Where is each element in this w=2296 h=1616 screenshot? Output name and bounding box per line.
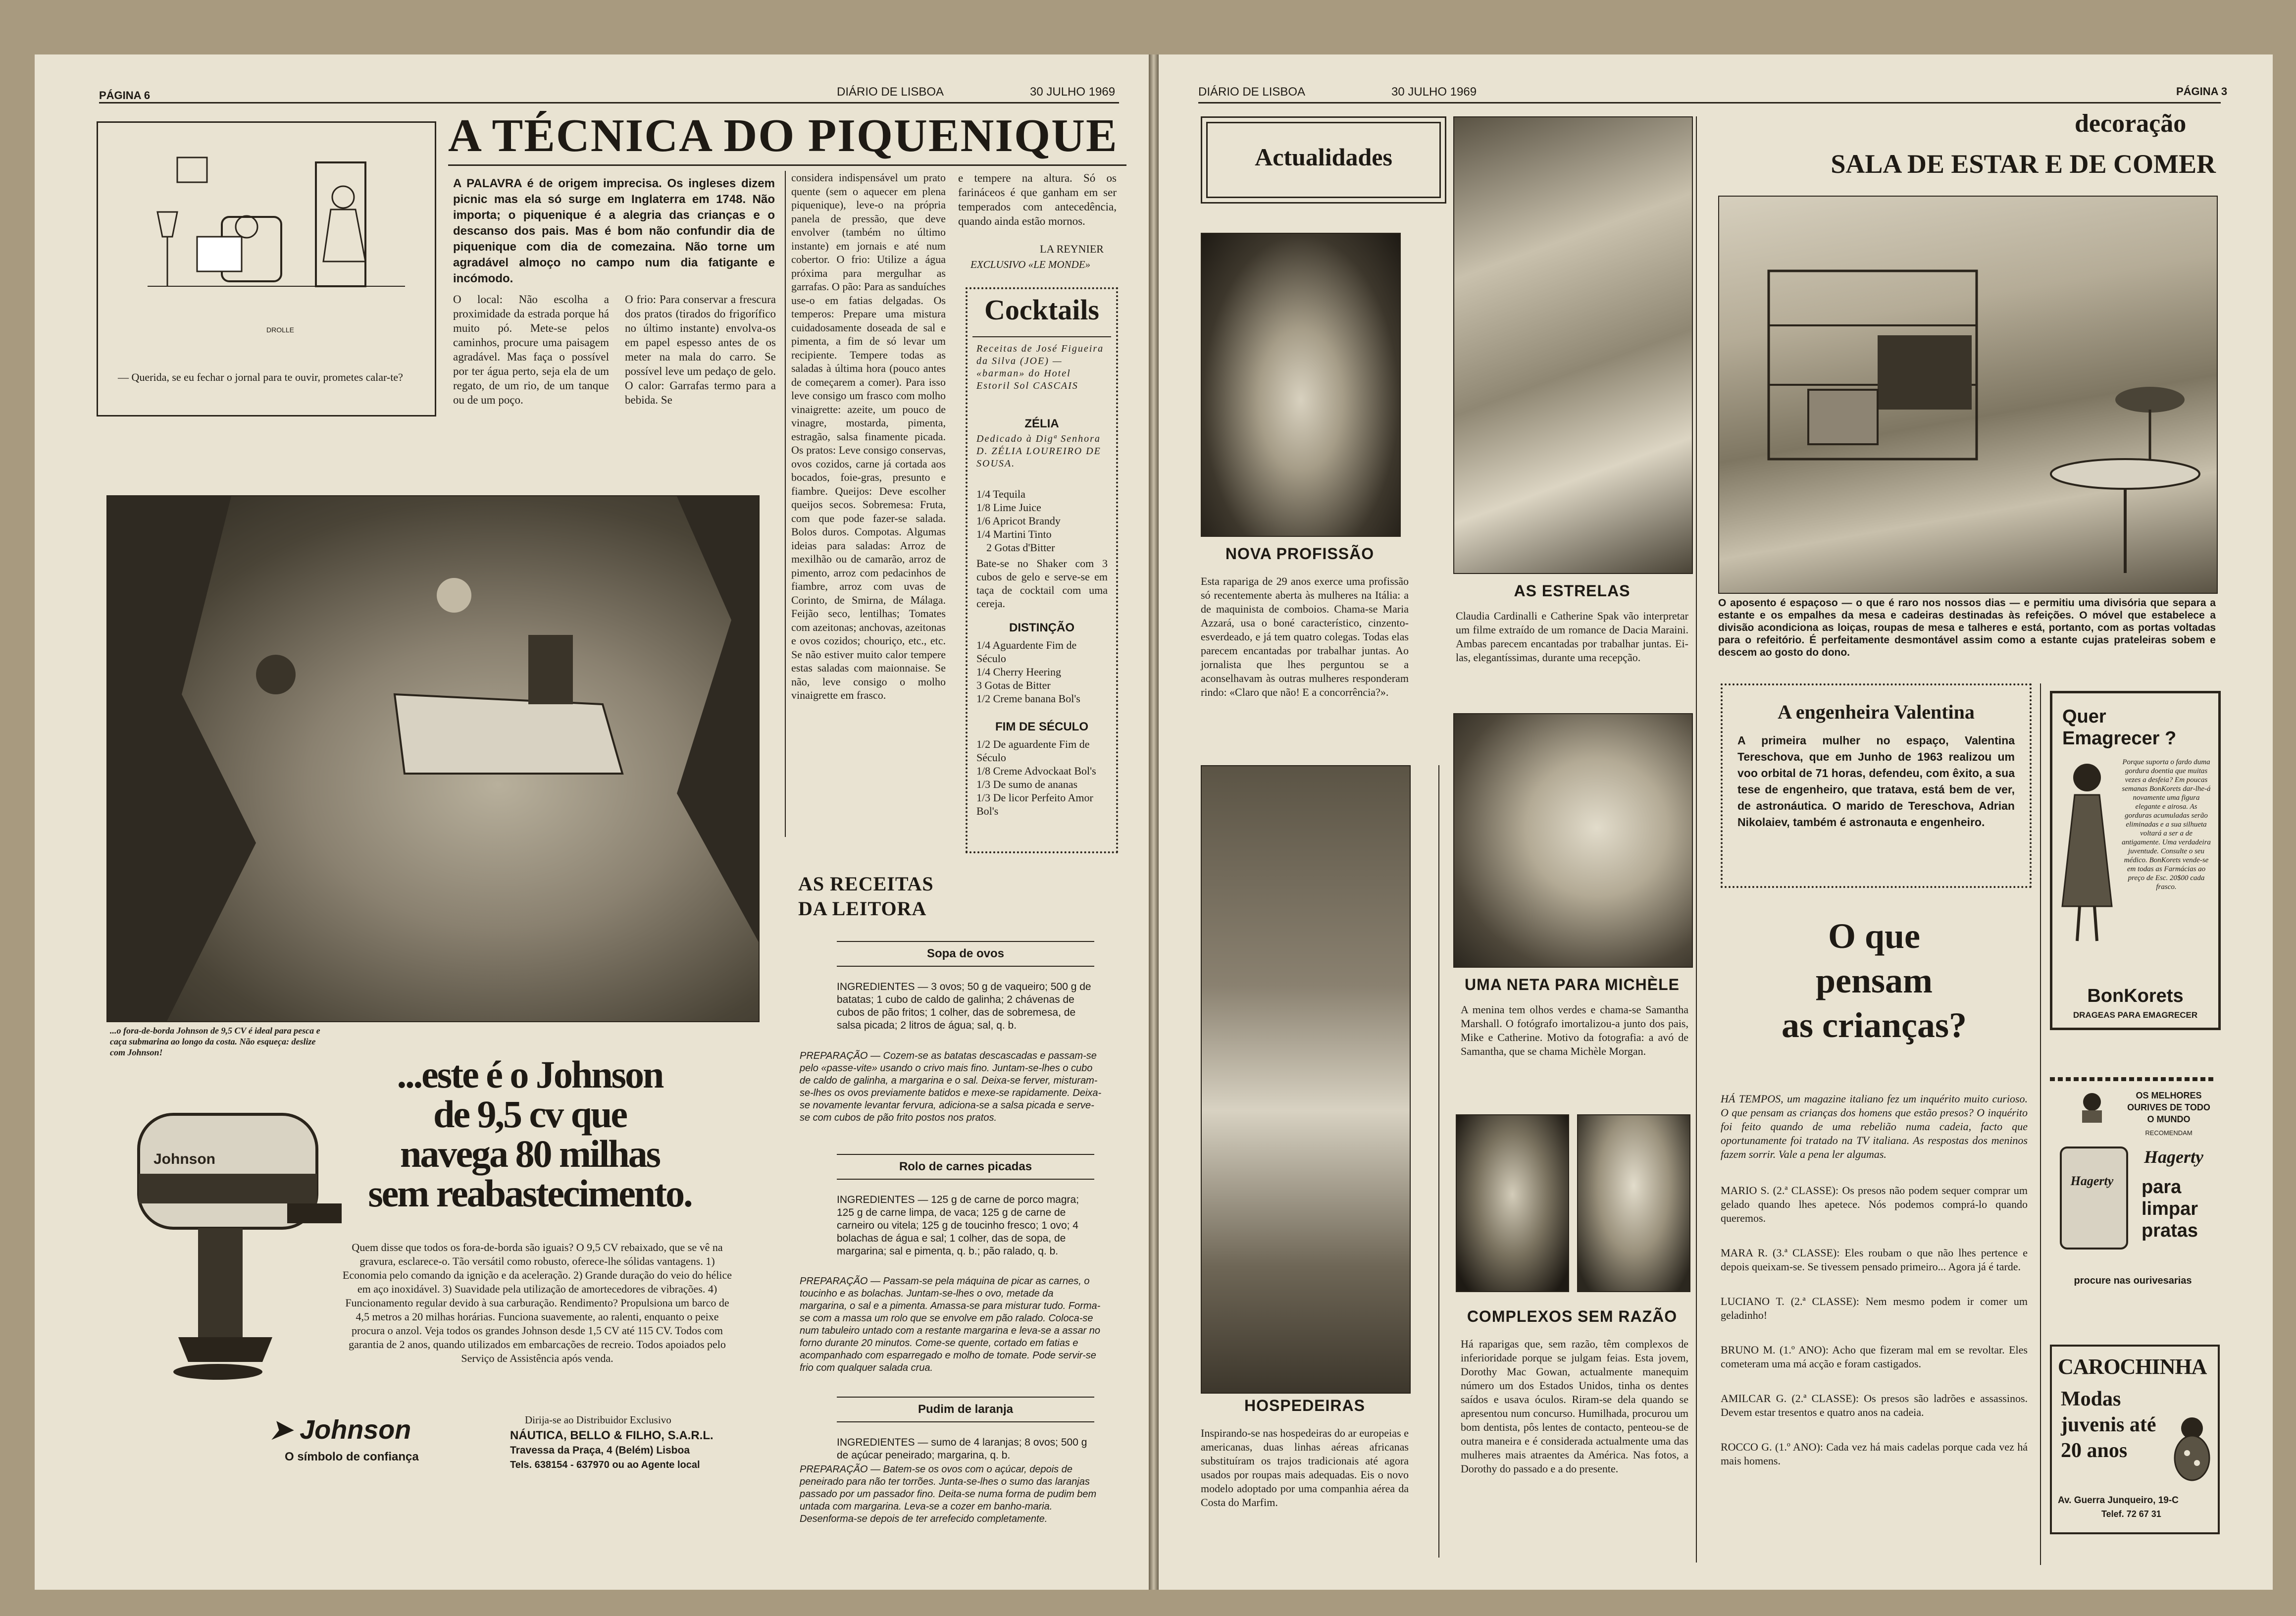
page-gutter (1149, 54, 1159, 1590)
zelia-line: 1/6 Apricot Brandy (976, 515, 1061, 527)
cartoon-drawing (98, 123, 435, 356)
receitas-title (798, 872, 934, 921)
actualidades-title: Actualidades (1255, 143, 1392, 171)
distincao-title: DISTINÇÃO (1009, 621, 1074, 634)
rolo-title: Rolo de carnes picadas (899, 1160, 1032, 1173)
pudim-rule-2 (837, 1421, 1094, 1422)
criancas-answers (1721, 1184, 2028, 1468)
jeweller-figure-illustration (2075, 1090, 2109, 1124)
carochinha-line: Modas (2061, 1388, 2121, 1410)
receitas-title-line: DA LEITORA (798, 897, 927, 920)
nova-profissao-text: Esta rapariga de 29 anos exerce uma profissão só recentemente aberta às mulheres na Itália: a de maquinista de comboios. Chama-se Maria Azzará, usa o boné característico, cinzento-esverdeado, e já tem quatro colegas. Todas elas parecem encantadas por trabalhar juntas. Ao jornalista que lhes perguntou se a aconselhavam às outras mulheres responderam rindo: «Claro que não! E a concorrência?». (1201, 575, 1409, 698)
right-col-divider-3 (2040, 683, 2041, 1565)
hagerty-recomendam: RECOMENDAM (2145, 1129, 2193, 1137)
boat-illustration (107, 496, 759, 1021)
rolo-ingredients: INGREDIENTES — 125 g de carne de porco magra; 125 g de carne limpa, de vaca; 125 g de carne de carneiro ou vitela; 125 g de toucinho fresco; 1 ovo; 4 bolachas de água e sal; 1 colher, das de sopa, de margarina; sal e pimenta, q. b.; pão ralado, q. b. (837, 1194, 1079, 1257)
distincao-line: 1/4 Aguardente Fim de Século (976, 639, 1077, 665)
hagerty-ornament-top (2050, 1077, 2216, 1081)
left-header-rule (99, 102, 1119, 104)
cartoon-signature: DROLLE (266, 326, 295, 334)
criancas-title (1721, 914, 2028, 1047)
johnson-boat-photo (106, 495, 760, 1022)
zelia-recipe (976, 487, 1108, 554)
johnson-body: Quem disse que todos os fora-de-borda são iguais? O 9,5 CV rebaixado, que se vê na gravura, esclarece-o. Tão versátil como robusto, oferece-lhe sólidas vantagens. 1) Economia pelo comando da ignição e da aceleração. 2) Grande duração do veio do hélice em aço inoxidável. 3) Suavidade pela utilização de amortecedores de vibrações. 4) Funcionamento regular devido à sua carburação. Rendimento? Propulsiona um barco de 4,5 metros a 20 milhas horárias. Funciona suavemente, ao ralenti, enquanto o peixe procura o anzol. Veja todos os grandes Johnson desde 1,5 CV até 115 CV. Todos com garantia de 2 anos, quando utilizados em embarcações de recreio. Todos apoiados pelo Serviço de Assistência após venda. (342, 1241, 732, 1364)
carochinha-line: juvenis até (2061, 1413, 2156, 1436)
bonkorets-headline (2062, 706, 2176, 749)
hagerty-footer: procure nas ourivesarias (2074, 1275, 2192, 1286)
sopa-ingredients: INGREDIENTES — 3 ovos; 50 g de vaqueiro; 500 g de batatas; 1 cubo de caldo de galinha; 2 chávenas de cubos de pão fritos; 1 colher, das de sobremesa, de salsa picada; 2 litros de água; sal, q. b. (837, 981, 1091, 1031)
right-col-divider-2 (1696, 116, 1697, 1563)
answer-item: LUCIANO T. (2.ª CLASSE): Nem mesmo podem ir comer um geladinho! (1721, 1295, 2028, 1321)
hagerty-ad (2050, 1077, 2216, 1300)
answer-item: BRUNO M. (1.º ANO): Acho que fizeram mal em se revoltar. Eles cometeram uma má acção e foram castigados. (1721, 1344, 2028, 1370)
headline-rule (448, 164, 1126, 166)
valentina-box (1721, 683, 2032, 888)
carochinha-address: Av. Guerra Junqueiro, 19-C (2058, 1495, 2179, 1506)
hagerty-top-text: OS MELHORES OURIVES DE TODO O MUNDO (2127, 1091, 2210, 1124)
pudim-ingredients: INGREDIENTES — sumo de 4 laranjas; 8 ovos; 500 g de açúcar peneirado; margarina, q. b. (837, 1437, 1087, 1461)
pudim-title: Pudim de laranja (918, 1403, 1014, 1416)
receitas-title-line: AS RECEITAS (798, 873, 934, 895)
cocktails-credit: Receitas de José Figueira da Silva (JOE) — «barman» do Hotel Estoril Sol CASCAIS (976, 343, 1104, 391)
bonkorets-headline-line: Quer (2062, 706, 2106, 727)
right-paper-name: DIÁRIO DE LISBOA (1198, 85, 1306, 99)
estrelas-text: Claudia Cardinalli e Catherine Spak vão interpretar um filme extraído de um romance de Dacia Maraini. Ambas parecem encantadas por trabalhar juntas. Ei-las, elegantíssimas, durante uma recepção. (1456, 610, 1688, 664)
fim-line: 1/8 Creme Advockaat Bol's (976, 765, 1096, 777)
sopa-rule-2 (837, 966, 1094, 967)
decoracao-text: O aposento é espaçoso — o que é raro nos nossos dias — e permitiu uma divisória que separa a estante e os empalhes da mesa e cadeiras destinadas às refeições. O móvel que estabelece a divisão acondiciona as loiças, roupas de mesa e talheres e está, portanto, com as portas voltadas para o refeitório. É perfeitamente desmontável assim como a estante cujas prateleiras sobem e descem ao gosto do dono. (1718, 597, 2216, 658)
bonkorets-tagline: DRAGEAS PARA EMAGRECER (2073, 1010, 2198, 1020)
criancas-title-line: O que (1828, 916, 1921, 956)
hagerty-product-line: limpar (2142, 1199, 2198, 1219)
johnson-slogan: O símbolo de confiança (285, 1450, 419, 1463)
cocktails-title-rule (972, 336, 1111, 337)
answer-item: MARA R. (3.ª CLASSE): Eles roubam o que não lhes pertence e depois queixam-se. Se tivessem pensado primeiro... Agora já é tarde. (1721, 1247, 2028, 1273)
cocktails-title: Cocktails (984, 294, 1099, 326)
room-illustration (1719, 197, 2217, 593)
motor-brand-label: Johnson (153, 1151, 215, 1167)
answer-item: MARIO S. (2.ª CLASSE): Os presos não podem sequer comprar um gelado quando lhes apetece. Nós podemos comprá-lo quando queremos. (1721, 1184, 2028, 1224)
complexos-text: Há raparigas que, sem razão, têm complexos de inferioridade porque se julgam feias. Esta jovem, Dorothy Mac Gowan, actualmente manequim número um dos Estados Unidos, tinha os dentes saídos e usava óculos. Riram-se dela quando se apresentou num concurso. Humilhada, procurou um bom dentista, pôs lentes de contacto, penteou-se de outra maneira e é considerada actualmente uma das mulheres mais atraentes da América. Nas fotos, a Dorothy do passado e a do presente. (1461, 1338, 1688, 1475)
zelia-line: 1/8 Lime Juice (976, 501, 1041, 514)
right-col-divider-1 (1438, 765, 1439, 1558)
nova-profissao-title: NOVA PROFISSÃO (1225, 545, 1375, 563)
distributor-address: Travessa da Praça, 4 (Belém) Lisboa (510, 1445, 690, 1456)
johnson-logo (270, 1414, 411, 1445)
fim-de-seculo-title: FIM DE SÉCULO (995, 720, 1088, 733)
johnson-headline-line: sem reabastecimento. (368, 1172, 692, 1215)
col-divider-1 (785, 171, 786, 837)
outboard-motor-illustration (124, 1104, 352, 1382)
zelia-dedication: Dedicado à Digª Senhora D. ZÉLIA LOUREIRO DE SOUSA. (976, 433, 1101, 469)
article-col-4: e tempere na altura. Só os farináceos é que ganham em ser temperados com antecedência, quando ainda estão mornos. (958, 172, 1117, 227)
decoracao-title: SALA DE ESTAR E DE COMER (1831, 149, 2216, 179)
hospedeiras-text: Inspirando-se nas hospedeiras do ar europeias e americanas, duas linhas aéreas africanas substituíram os trajos tradicionais até agora usados por roupas mais adequadas. Eis o novo modelo adoptado por uma companhia aérea da Costa do Marfim. (1201, 1427, 1409, 1509)
bonkorets-headline-line: Emagrecer ? (2062, 728, 2177, 749)
johnson-photo-caption: ...o fora-de-borda Johnson de 9,5 CV é ideal para pesca e caça submarina ao longo da costa. Não esqueça: deslize com Johnson! (110, 1026, 320, 1057)
carochinha-line: 20 anos (2061, 1439, 2128, 1462)
hagerty-product-line: para (2142, 1177, 2182, 1198)
neta-text: A menina tem olhos verdes e chama-se Samantha Marshall. O fotógrafo imortalizou-a junto dos pais, Mike e Catherine. Motivo da fotografia: a avó de Samantha, que se chama Michèle Morgan. (1461, 1003, 1688, 1057)
hagerty-brand: Hagerty (2144, 1147, 2203, 1167)
complexos-photo-after (1577, 1114, 1690, 1292)
hagerty-jar-label: Hagerty (2070, 1174, 2114, 1188)
left-paper-name: DIÁRIO DE LISBOA (837, 85, 944, 99)
answer-item: ROCCO G. (1.º ANO): Cada vez há mais cadelas porque cada vez há mais homens. (1721, 1441, 2028, 1467)
zelia-line: 1/4 Martini Tinto (976, 528, 1052, 540)
right-header-rule (1198, 102, 2221, 104)
bonkorets-brand: BonKorets (2087, 986, 2184, 1006)
article-col-3: considera indispensável um prato quente (sem o aquecer em plena piquenique), leve-o na própria panela de pressão, que deve envolver (também no último instante) em jornais e até num cobertor. O frio: Utilize a água próxima para mergulhar as garrafas. O pão: Para as sanduíches use-o em fatias delgadas. Os temperos: Prepare uma mistura cuidadosamente doseada de sal e pimenta, a fim de só levar um recipiente. Tempere todas as saladas à última hora (pouco antes de começarem a comer). Para isso leve consigo um frasco com molho vinaigrette: azeite, um pouco de vinagre, mostarda, pimenta, estragão, salsa finamente picada. Os pratos: Leve consigo conservas, ovos cozidos, carne já cortada aos bocados, foie-gras, presunto e fiambre. Queijos: Deve escolher queijos secos. Sobremesa: Fruta, com que pode fazer-se salada. Bolos duros. Compotas. Algumas ideias para saladas: Arroz de mexilhão ou de camarão, arroz de pimento, arroz com pedacinhos de fiambre, arroz com uvas de Corinto, de Smirna, de Málaga. Feijão seco, lentilhas; Tomates com azeitonas; anchovas, azeitonas e ovos cozidos; chouriço, etc., etc. Se não estiver muito calor tempere estas saladas com maionnaise. Se não, leve consigo o molho vinaigrette em frasco. (791, 171, 946, 701)
johnson-logo-icon: ➤ (270, 1415, 293, 1445)
fim-de-seculo-recipe (976, 737, 1108, 818)
pudim-preparation: PREPARAÇÃO — Batem-se os ovos com o açúcar, depois de peneirado para não ter torrões. Junta-se-lhes o sumo das laranjas passado por um passador fino. Deita-se numa forma de pudim bem untada com margarina. Leva-se a cozer em banho-maria. Desenforma-se depois de ter arrefecido completamente. (800, 1464, 1097, 1524)
complexos-title: COMPLEXOS SEM RAZÃO (1467, 1307, 1678, 1325)
zelia-title: ZÉLIA (1024, 417, 1059, 430)
cartoon-frame (97, 121, 436, 417)
hospedeiras-title: HOSPEDEIRAS (1244, 1397, 1365, 1414)
carochinha-text (2061, 1386, 2156, 1463)
sopa-title: Sopa de ovos (926, 947, 1005, 960)
neta-photo (1453, 713, 1693, 968)
hagerty-product-jar (2060, 1147, 2128, 1250)
article-col-1: O local: Não escolha a proximidade da estrada porque há muito pó. Mete-se pelos caminhos, procure uma paisagem agradável. Mas faça o possível por ter água perto, seja ela de um regato, de um rio, de um tanque ou de um poço. (453, 293, 609, 406)
sopa-rule (837, 941, 1094, 942)
fim-line: 1/3 De sumo de ananas (976, 778, 1078, 790)
johnson-logo-text: Johnson (300, 1415, 411, 1445)
distributor-line: Dirija-se ao Distribuidor Exclusivo (525, 1414, 671, 1426)
zelia-line: 1/4 Tequila (976, 488, 1025, 500)
decoracao-kicker: decoração (2075, 109, 2187, 138)
distributor-phone: Tels. 638154 - 637970 ou ao Agente local (510, 1460, 700, 1470)
distributor-name: NÁUTICA, BELLO & FILHO, S.A.R.L. (510, 1429, 714, 1442)
rolo-rule-2 (837, 1179, 1094, 1180)
distincao-recipe (976, 638, 1108, 705)
decoracao-photo (1718, 196, 2218, 594)
carochinha-phone: Telef. 72 67 31 (2101, 1509, 2161, 1519)
woman-silhouette-illustration (2057, 758, 2117, 946)
hospedeiras-photo (1201, 765, 1411, 1394)
cartoon-caption: — Querida, se eu fechar o jornal para te ouvir, prometes calar-te? (118, 371, 403, 383)
johnson-headline-line: ...este é o Johnson (397, 1053, 663, 1096)
zelia-method: Bate-se no Shaker com 3 cubos de gelo e serve-se em taça de cocktail com uma cereja. (976, 557, 1108, 610)
complexos-photo-before (1456, 1114, 1569, 1292)
rolo-preparation: PREPARAÇÃO — Passam-se pela máquina de picar as carnes, o toucinho e as bolachas. Juntam-se-lhes o ovo, metade da margarina, o sal e a pimenta. Amassa-se para misturar tudo. Forma-se com a massa um rolo que se envolve em pão ralado. Coloca-se num tabuleiro untado com a restante margarina e leva-se a assar no forno durante 20 minutos. Come-se quente, cortado em fatias e acompanhado com esparregado e molho de tomate. Pode servir-se frio com qualquer salada crua. (800, 1276, 1101, 1373)
article-byline: LA REYNIER (1040, 243, 1104, 255)
carochinha-ad (2050, 1345, 2220, 1534)
cocktails-box (966, 287, 1118, 853)
bonkorets-text: Porque suporta o fardo duma gordura doentia que muitas vezes a desfeia? Em poucas semanas BonKorets dar-lhe-á novamente uma figura elegante e airosa. As gorduras acumuladas serão eliminadas e a sua silhueta voltará a ser a de antigamente. Uma verdadeira juventude. Consulte o seu médico. BonKorets vende-se em todas as Farmácias ao preço de Esc. 20$00 cada frasco. (2122, 758, 2211, 891)
criancas-title-line: pensam (1815, 961, 1933, 1000)
article-intro: A PALAVRA é de origem imprecisa. Os ingleses dizem picnic mas ela só surge em Inglaterra em 1748. Não importa; o piquenique é a alegria das crianças e o descanso dos pais. Mas é bom não confundir dia de piquenique com dia de comezaina. Não torne um agradável almoço no campo num dia fatigante e incómodo. (453, 177, 775, 285)
johnson-headline-line: navega 80 milhas (400, 1132, 660, 1175)
valentina-text: A primeira mulher no espaço, Valentina Tereschova, que em Junho de 1963 realizou um voo orbital de 71 horas, defendeu, com êxito, a sua tese de engenheiro, que tratava, está bem de ver, de astronáutica. O marido de Tereschova, Adrian Nikolaiev, também é astronauta e engenheiro. (1737, 734, 2015, 829)
pudim-rule (837, 1397, 1094, 1398)
estrelas-photo (1453, 116, 1693, 574)
criancas-intro: HÁ TEMPOS, um magazine italiano fez um inquérito muito curioso. O que pensam as crianças dos homens que estão presos? O inquérito foi feito quando de uma rebelião numa cadeia, facto que oportunamente foi tratado na TV italiana. As respostas dos meninos fazem sorrir. Vale a pena ler algumas. (1721, 1093, 2028, 1160)
valentina-title: A engenheira Valentina (1778, 701, 1975, 723)
left-date: 30 JULHO 1969 (1030, 85, 1116, 99)
fim-line: 1/3 De licor Perfeito Amor Bol's (976, 791, 1093, 817)
zelia-line: 2 Gotas d'Bitter (986, 541, 1055, 554)
ladybug-mascot-icon (2170, 1413, 2214, 1488)
nova-profissao-photo (1201, 233, 1401, 537)
neta-title: UMA NETA PARA MICHÈLE (1464, 976, 1680, 993)
answer-item: AMILCAR G. (2.ª CLASSE): Os presos são ladrões e assassinos. Devem estar tresentos e quatro anos na cadeia. (1721, 1392, 2028, 1418)
rolo-rule (837, 1154, 1094, 1155)
right-page-number: PÁGINA 3 (2176, 85, 2228, 98)
left-headline: A TÉCNICA DO PIQUENIQUE (448, 110, 1118, 161)
estrelas-title: AS ESTRELAS (1514, 582, 1631, 600)
actualidades-box (1201, 116, 1446, 204)
article-col-2: O frio: Para conservar a frescura dos pratos (tirados do frigorífico no último instante) envolva-os em papel espesso antes de os meter na mala do carro. Se possível leve um pedaço de gelo. O calor: Garrafas termo para a bebida. Se (625, 293, 776, 406)
johnson-headline (332, 1055, 728, 1213)
hagerty-product-line: pratas (2142, 1220, 2198, 1241)
distincao-line: 3 Gotas de Bitter (976, 679, 1051, 691)
carochinha-name: CAROCHINHA (2058, 1355, 2207, 1379)
johnson-headline-line: de 9,5 cv que (433, 1093, 626, 1136)
article-exclusive: EXCLUSIVO «LE MONDE» (970, 259, 1091, 270)
fim-line: 1/2 De aguardente Fim de Século (976, 738, 1090, 764)
sopa-preparation: PREPARAÇÃO — Cozem-se as batatas descascadas e passam-se pelo «passe-vite» usando o crivo mais fino. Juntam-se-lhes o cubo de caldo de galinha, a margarina e o sal. Deixa-se ferver, misturam-se-lhes os ovos previamente batidos e mexe-se rapidamente. Deixa-se novamente levantar fervura, adiciona-se a salsa picada e serve-se com cubos de pão frito postos nos pratos. (800, 1050, 1102, 1123)
bonkorets-ad (2050, 691, 2221, 1030)
hagerty-product (2142, 1176, 2198, 1242)
distincao-line: 1/2 Creme banana Bol's (976, 692, 1080, 705)
criancas-title-line: as crianças? (1782, 1005, 1967, 1045)
right-date: 30 JULHO 1969 (1391, 85, 1477, 99)
distincao-line: 1/4 Cherry Heering (976, 666, 1062, 678)
left-page-number: PÁGINA 6 (99, 89, 151, 102)
